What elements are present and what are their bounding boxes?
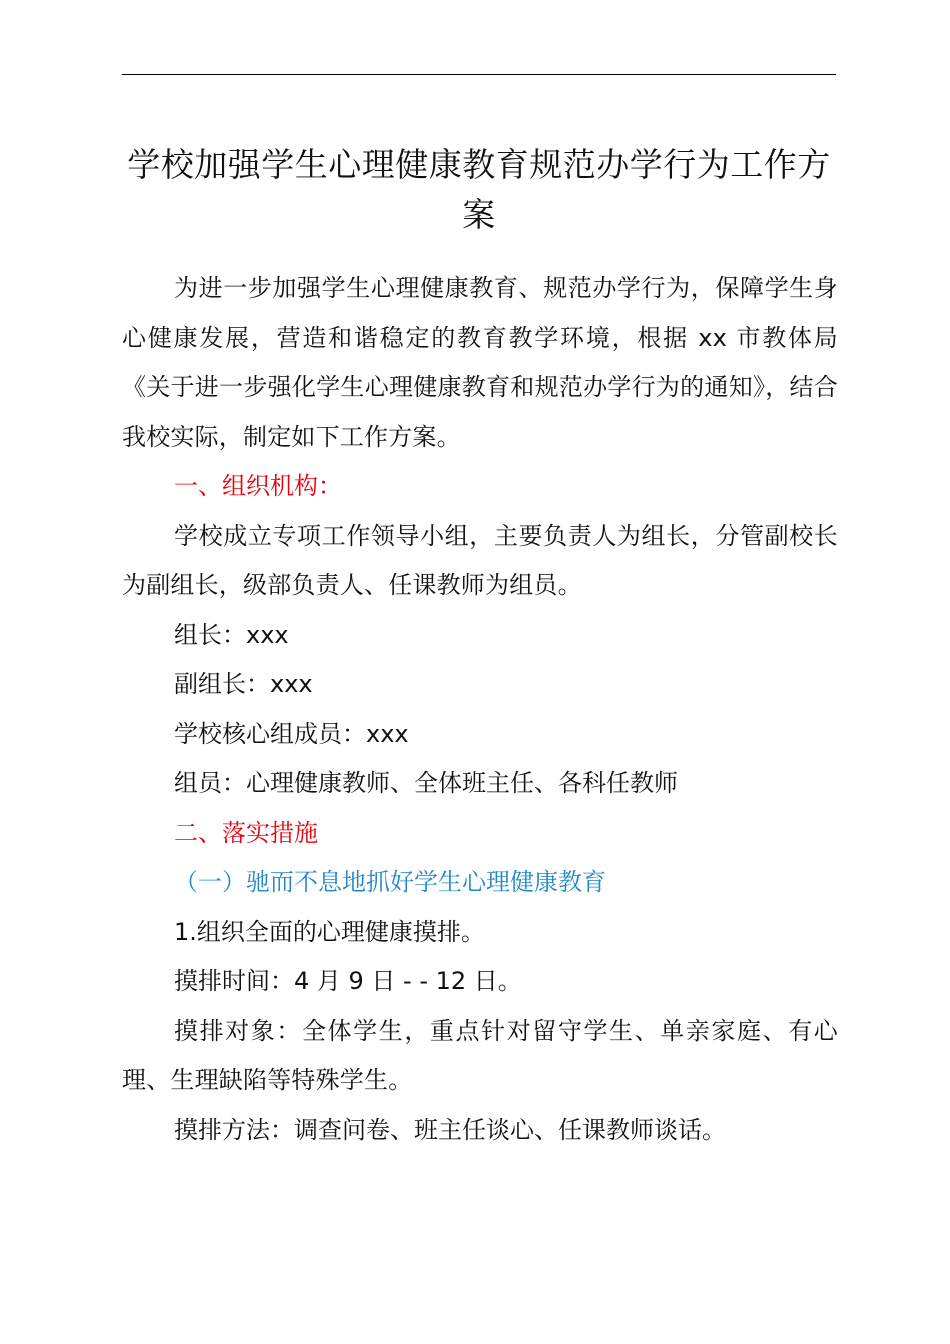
survey-time-line: 摸排时间：4 月 9 日 - - 12 日。	[174, 967, 522, 995]
members-line: 组员：心理健康教师、全体班主任、各科任教师	[174, 769, 678, 797]
organization-paragraph: 学校成立专项工作领导小组，主要负责人为组长，分管副校长为副组长，级部负责人、任课教师为组员。	[122, 521, 838, 599]
item-survey: 1.组织全面的心理健康摸排。	[174, 917, 485, 946]
section-heading-measures: 二、落实措施	[174, 818, 318, 847]
core-members-line: 学校核心组成员：xxx	[174, 719, 409, 748]
header-rule	[122, 74, 836, 75]
survey-method-line: 摸排方法：调查问卷、班主任谈心、任课教师谈话。	[174, 1115, 726, 1144]
section-heading-organization: 一、组织机构：	[174, 472, 342, 500]
leader-line: 组长：xxx	[174, 620, 289, 649]
document-body	[122, 264, 838, 1155]
vice-leader-line: 副组长：xxx	[174, 670, 313, 698]
subsection-heading-mental-health: （一）驰而不息地抓好学生心理健康教育	[174, 868, 606, 896]
intro-paragraph: 为进一步加强学生心理健康教育、规范办学行为，保障学生身心健康发展，营造和谐稳定的教育教学环境，根据 xx 市教体局《关于进一步强化学生心理健康教育和规范办学行为的通知》，结合我校实际，制定如下工作方案。	[122, 274, 838, 451]
survey-target-paragraph: 摸排对象：全体学生，重点针对留守学生、单亲家庭、有心理、生理缺陷等特殊学生。	[122, 1016, 838, 1094]
document-title: 学校加强学生心理健康教育规范办学行为工作方案	[127, 145, 831, 234]
